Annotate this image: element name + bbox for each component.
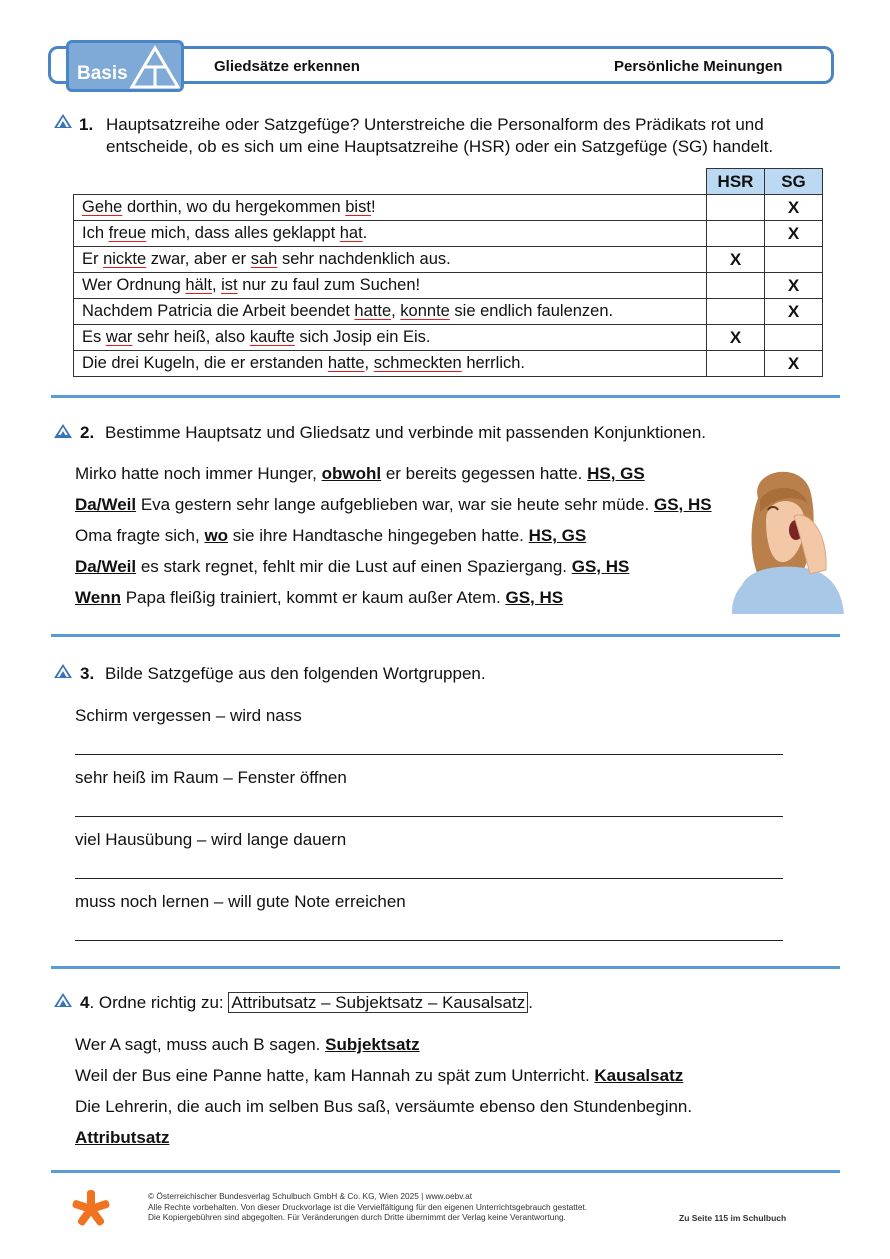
section-divider <box>51 1170 840 1173</box>
sentence-text: , <box>391 302 401 320</box>
sentence-text: Oma fragte sich, <box>75 526 205 545</box>
sentence-text: Eva gestern sehr lange aufgeblieben war, war sie heute sehr müde. <box>136 495 654 514</box>
answer-text: obwohl <box>321 464 382 483</box>
table-row <box>74 351 823 377</box>
task1-instruction: Hauptsatzreihe oder Satzgefüge? Unterstreiche die Personalform des Prädikats rot und entscheide, ob es sich um eine Hauptsatzreihe (HSR) oder ein Satzgefüge (SG) handelt. <box>106 115 774 156</box>
hsr-checkbox-cell[interactable] <box>707 221 765 247</box>
sentence-cell <box>74 195 707 221</box>
sentence-cell <box>74 299 707 325</box>
answer-text: Da/Weil <box>75 557 137 576</box>
sentence-line <box>75 1127 169 1149</box>
answer-text: Attributsatz <box>75 1128 170 1147</box>
sentence-cell <box>74 273 707 299</box>
sentence-line <box>75 587 563 609</box>
sentence-text: herrlich. <box>461 354 526 372</box>
verb-underlined: hatte <box>354 302 392 320</box>
sentence-cell <box>74 247 707 273</box>
hsr-checkbox-cell[interactable] <box>707 351 765 377</box>
term-box: Attributsatz – Subjektsatz – Kausalsatz <box>228 992 528 1013</box>
answer-text: GS, HS <box>653 495 712 514</box>
sentence-text: Nachdem Patricia die Arbeit beendet <box>82 302 355 320</box>
oebv-logo-icon <box>72 1189 110 1229</box>
sentence-line <box>75 494 712 516</box>
sg-checkbox-cell[interactable]: X <box>765 221 823 247</box>
sentence-text: Die Lehrerin, die auch im selben Bus saß, versäumte ebenso den Stundenbeginn. <box>75 1097 693 1116</box>
sentence-text: mich, dass alles geklappt <box>146 224 340 242</box>
section-divider <box>51 395 840 398</box>
sentence-line <box>75 1096 692 1118</box>
sentence-cell <box>74 221 707 247</box>
sg-column-header: SG <box>765 169 823 195</box>
table-row <box>74 273 823 299</box>
verb-underlined: bist <box>345 198 371 216</box>
answer-text: GS, HS <box>505 588 564 607</box>
sentence-text: dorthin, wo du hergekommen <box>122 198 346 216</box>
table-row <box>74 221 823 247</box>
table-row <box>74 299 823 325</box>
table-row <box>74 325 823 351</box>
sentence-text: , <box>364 354 374 372</box>
logo-text: Basis <box>77 63 128 84</box>
task3-prompt: Schirm vergessen – wird nass <box>75 706 302 725</box>
sentence-text: Weil der Bus eine Panne hatte, kam Hannah zu spät zum Unterricht. <box>75 1066 595 1085</box>
sentence-cell <box>74 351 707 377</box>
difficulty-icon <box>53 663 73 679</box>
copyright-notice: © Österreichischer Bundesverlag Schulbuch GmbH & Co. KG, Wien 2025 | www.oebv.at Alle Rechte vorbehalten. Von dieser Druckvorlage ist die Vervielfältigung für den eigenen Unterrichtsgebrauch gestattet. Die Kopiergebühren sind abgegolten. Für Veränderungen durch Dritte übernimmt der Verlag keine Verantwortung. <box>148 1191 588 1222</box>
sentence-text: sehr heiß, also <box>132 328 250 346</box>
answer-text: Kausalsatz <box>594 1066 684 1085</box>
sentence-text: Wer Ordnung <box>82 276 186 294</box>
sg-checkbox-cell[interactable]: X <box>765 273 823 299</box>
table-row <box>74 195 823 221</box>
task3-prompt: viel Hausübung – wird lange dauern <box>75 830 347 849</box>
task2-number: 2. <box>80 423 95 442</box>
sentence-text: Es <box>82 328 106 346</box>
answer-text: Wenn <box>75 588 121 607</box>
basis-triangle-icon <box>129 45 181 89</box>
sentence-text: nur zu faul zum Suchen! <box>237 276 421 294</box>
verb-underlined: sah <box>250 250 278 268</box>
verb-underlined: konnte <box>400 302 450 320</box>
answer-text: wo <box>204 526 229 545</box>
sentence-line <box>75 463 645 485</box>
verb-underlined: hält <box>185 276 212 294</box>
sentence-line <box>75 525 586 547</box>
task1-table <box>73 168 823 377</box>
sentence-text: sehr nachdenklich aus. <box>277 250 451 268</box>
verb-underlined: war <box>105 328 133 346</box>
verb-underlined: Gehe <box>82 198 123 216</box>
difficulty-icon <box>53 113 73 129</box>
worksheet-topic: Persönliche Meinungen <box>614 58 783 75</box>
sentence-text: ! <box>370 198 376 216</box>
task1-number: 1. <box>79 115 94 134</box>
sentence-text: . <box>362 224 368 242</box>
sg-checkbox-cell[interactable]: X <box>765 195 823 221</box>
sentence-text: sie endlich faulenzen. <box>449 302 614 320</box>
verb-underlined: hat <box>339 224 363 242</box>
sg-checkbox-cell[interactable]: X <box>765 351 823 377</box>
verb-underlined: hatte <box>327 354 365 372</box>
sentence-text: sich Josip ein Eis. <box>294 328 431 346</box>
sentence-text: zwar, aber er <box>146 250 251 268</box>
answer-text: HS, GS <box>587 464 645 483</box>
sentence-line <box>75 1065 683 1087</box>
section-divider <box>51 634 840 637</box>
sentence-line <box>75 556 629 578</box>
hsr-checkbox-cell[interactable] <box>707 195 765 221</box>
answer-line[interactable] <box>75 878 783 879</box>
sentence-text: Ich <box>82 224 109 242</box>
hsr-checkbox-cell[interactable]: X <box>707 247 765 273</box>
sentence-text: Papa fleißig trainiert, kommt er kaum außer Atem. <box>120 588 506 607</box>
yawning-girl-illustration <box>730 460 846 614</box>
sg-checkbox-cell[interactable]: X <box>765 299 823 325</box>
sg-checkbox-cell[interactable] <box>765 325 823 351</box>
sentence-text: er bereits gegessen hatte. <box>381 464 588 483</box>
sg-checkbox-cell[interactable] <box>765 247 823 273</box>
difficulty-icon <box>53 423 73 439</box>
sentence-cell <box>74 325 707 351</box>
sentence-text: Er <box>82 250 104 268</box>
table-row <box>74 247 823 273</box>
basis-logo <box>66 40 184 92</box>
task4-instruction: 4. Ordne richtig zu: Attributsatz – Subjektsatz – Kausalsatz . <box>80 993 533 1012</box>
answer-line[interactable] <box>75 940 783 941</box>
answer-text: HS, GS <box>528 526 587 545</box>
task3-instruction: Bilde Satzgefüge aus den folgenden Wortgruppen. <box>105 664 486 683</box>
sentence-line <box>75 1034 420 1056</box>
hsr-checkbox-cell[interactable]: X <box>707 325 765 351</box>
answer-line[interactable] <box>75 754 783 755</box>
difficulty-icon <box>53 992 73 1008</box>
hsr-column-header: HSR <box>707 169 765 195</box>
verb-underlined: nickte <box>103 250 147 268</box>
task3-number: 3. <box>80 664 95 683</box>
page-reference: Zu Seite 115 im Schulbuch <box>679 1213 787 1223</box>
verb-underlined: kaufte <box>249 328 295 346</box>
hsr-checkbox-cell[interactable] <box>707 299 765 325</box>
worksheet-title: Gliedsätze erkennen <box>214 58 360 75</box>
sentence-text: Die drei Kugeln, die er erstanden <box>82 354 328 372</box>
sentence-text: Wer A sagt, muss auch B sagen. <box>75 1035 326 1054</box>
answer-text: Subjektsatz <box>325 1035 420 1054</box>
hsr-checkbox-cell[interactable] <box>707 273 765 299</box>
verb-underlined: schmeckten <box>373 354 462 372</box>
sentence-text: Mirko hatte noch immer Hunger, <box>75 464 322 483</box>
task2-instruction: Bestimme Hauptsatz und Gliedsatz und verbinde mit passenden Konjunktionen. <box>105 423 707 442</box>
answer-line[interactable] <box>75 816 783 817</box>
sentence-text: sie ihre Handtasche hingegeben hatte. <box>228 526 529 545</box>
answer-text: Da/Weil <box>75 495 137 514</box>
verb-underlined: freue <box>108 224 147 242</box>
task3-prompt: muss noch lernen – will gute Note erreichen <box>75 892 406 911</box>
answer-text: GS, HS <box>571 557 630 576</box>
task3-prompt: sehr heiß im Raum – Fenster öffnen <box>75 768 347 787</box>
sentence-text: es stark regnet, fehlt mir die Lust auf einen Spaziergang. <box>136 557 572 576</box>
verb-underlined: ist <box>221 276 238 294</box>
sentence-text: , <box>211 276 222 294</box>
section-divider <box>51 966 840 969</box>
